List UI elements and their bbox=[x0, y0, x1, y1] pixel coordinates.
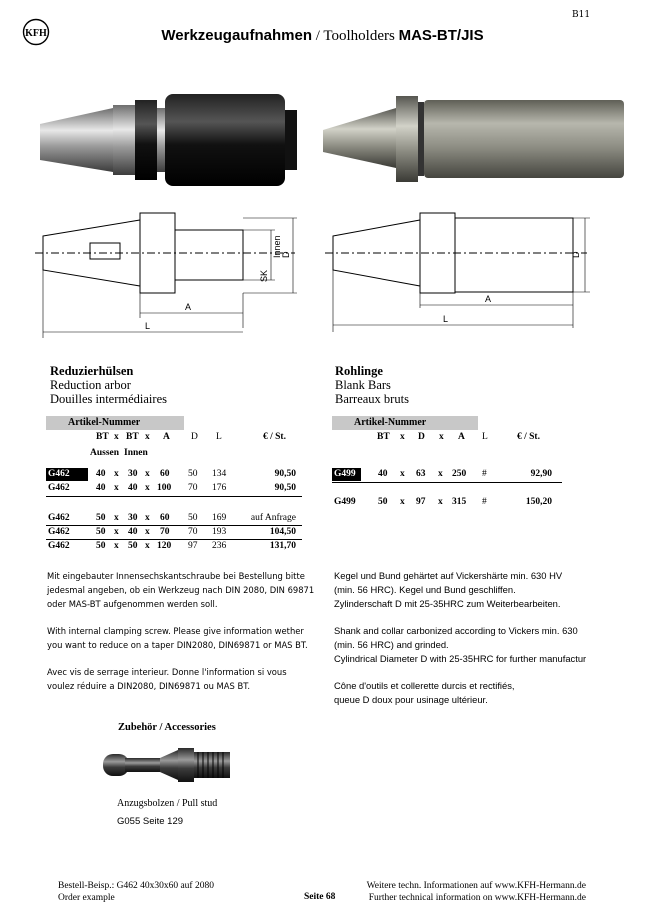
left-col-bt: BT bbox=[96, 432, 109, 442]
left-dim-l: L bbox=[145, 321, 151, 331]
right-desc-en-line: Cylindrical Diameter D with 25-35HRC for further manufactur bbox=[334, 653, 587, 664]
left-desc-fr-line: Avec vis de serrage interieur. Donne l'information si vous bbox=[47, 667, 287, 677]
row-d: 70 bbox=[188, 527, 198, 537]
right-desc-en-line: (min. 56 HRC) and grinded. bbox=[334, 639, 449, 650]
title-separator: / Toolholders bbox=[311, 28, 399, 44]
row-l: 176 bbox=[212, 483, 227, 493]
row-code: G499 bbox=[334, 497, 356, 507]
title-part-1: Werkzeugaufnahmen bbox=[161, 27, 312, 44]
right-desc-fr-line: Cône d'outils et collerette durcis et rectifiés, bbox=[334, 680, 515, 691]
left-sub-aussen: Aussen bbox=[90, 448, 120, 458]
row-bt: 40 bbox=[378, 469, 388, 479]
right-col-a: A bbox=[458, 432, 465, 442]
left-desc-fr-line: voulez réduire a DIN2080, DIN69871 ou MAS BT. bbox=[47, 681, 251, 691]
row-d: 97 bbox=[188, 541, 198, 551]
row-x1: x bbox=[114, 527, 119, 537]
row-x1: x bbox=[400, 469, 405, 479]
right-dim-l: L bbox=[443, 314, 449, 324]
row-code: G499 bbox=[332, 468, 361, 481]
row-l: 134 bbox=[212, 469, 227, 479]
row-l: 193 bbox=[212, 527, 227, 537]
row-divider bbox=[332, 482, 562, 483]
row-bt: 50 bbox=[96, 527, 106, 537]
right-dim-d: D bbox=[571, 251, 581, 258]
right-title-en: Blank Bars bbox=[335, 378, 391, 392]
accessory-caption: Anzugsbolzen / Pull stud bbox=[117, 798, 218, 809]
row-x1: x bbox=[114, 469, 119, 479]
left-desc-de-line: jedesmal angeben, ob ein Werkzeug nach DIN 2080, DIN 69871 bbox=[47, 585, 315, 595]
pull-stud-image bbox=[100, 742, 235, 788]
table-row bbox=[46, 526, 302, 539]
left-title-en: Reduction arbor bbox=[50, 378, 131, 392]
row-bt2: 30 bbox=[128, 513, 138, 523]
row-price: 90,50 bbox=[274, 483, 296, 493]
left-sub-innen: Innen bbox=[124, 448, 148, 458]
title-part-2: MAS-BT/JIS bbox=[398, 27, 484, 44]
table-row bbox=[46, 540, 302, 553]
row-price: 92,90 bbox=[530, 469, 552, 479]
left-title-fr: Douilles intermédiaires bbox=[50, 392, 167, 406]
row-x1: x bbox=[114, 513, 119, 523]
row-l: # bbox=[482, 469, 487, 479]
left-col-x2: x bbox=[145, 432, 150, 442]
left-description bbox=[47, 569, 314, 693]
page-code: B11 bbox=[572, 10, 591, 20]
row-a: 100 bbox=[157, 483, 172, 493]
row-x2: x bbox=[145, 483, 150, 493]
table-row bbox=[46, 512, 302, 525]
row-d: 50 bbox=[188, 513, 198, 523]
reduction-arbor-drawing bbox=[35, 208, 310, 348]
left-art-header: Artikel-Nummer bbox=[68, 417, 141, 428]
row-d: 63 bbox=[416, 469, 426, 479]
left-section-title bbox=[50, 364, 167, 406]
left-col-header-row bbox=[46, 431, 302, 444]
row-a: 250 bbox=[452, 469, 467, 479]
left-desc-de-line: Mit eingebauter Innensechskantschraube bei Bestellung bitte bbox=[47, 571, 305, 581]
row-price: 150,20 bbox=[525, 497, 552, 507]
row-d: 50 bbox=[188, 469, 198, 479]
row-x2: x bbox=[145, 469, 150, 479]
row-bt: 40 bbox=[96, 469, 106, 479]
right-col-l: L bbox=[482, 432, 488, 442]
row-x2: x bbox=[438, 469, 443, 479]
left-title-de: Reduzierhülsen bbox=[50, 364, 134, 378]
accessory-reference: G055 Seite 129 bbox=[117, 816, 184, 827]
row-l: 236 bbox=[212, 541, 227, 551]
row-code: G462 bbox=[48, 483, 70, 493]
accessories-title: Zubehör / Accessories bbox=[118, 722, 216, 733]
row-x2: x bbox=[438, 497, 443, 507]
right-art-header: Artikel-Nummer bbox=[354, 417, 427, 428]
left-col-a: A bbox=[163, 432, 170, 442]
row-code: G462 bbox=[46, 468, 88, 481]
right-section-title bbox=[335, 364, 409, 406]
footer-order-example bbox=[58, 880, 214, 904]
row-x1: x bbox=[400, 497, 405, 507]
row-bt: 50 bbox=[96, 513, 106, 523]
left-dim-innen: Innen bbox=[272, 235, 282, 258]
left-col-x1: x bbox=[114, 432, 119, 442]
row-divider bbox=[46, 496, 302, 497]
reduction-arbor-photo bbox=[35, 90, 305, 200]
right-description bbox=[334, 569, 586, 707]
footer-page-number: Seite 68 bbox=[304, 892, 336, 902]
right-desc-de-line: Zylinderschaft D mit 25-35HRC zum Weiterbearbeiten. bbox=[334, 598, 561, 609]
left-col-d: D bbox=[191, 432, 198, 442]
blank-bar-drawing bbox=[325, 208, 600, 348]
left-desc-en-line: you want to reduce on a taper DIN2080, DIN69871 or MAS BT. bbox=[47, 640, 308, 650]
right-col-price: € / St. bbox=[517, 432, 540, 442]
reduction-arbor-table bbox=[46, 416, 302, 556]
right-desc-fr-line: queue D doux pour usinage ultérieur. bbox=[334, 694, 488, 705]
left-col-price: € / St. bbox=[263, 432, 286, 442]
row-price: 131,70 bbox=[269, 541, 296, 551]
row-bt2: 50 bbox=[128, 541, 138, 551]
row-l: # bbox=[482, 497, 487, 507]
table-row bbox=[46, 482, 302, 495]
left-sub-header-row bbox=[46, 447, 302, 460]
row-l: 169 bbox=[212, 513, 227, 523]
table-row bbox=[332, 496, 562, 509]
row-code: G462 bbox=[48, 513, 70, 523]
right-title-de: Rohlinge bbox=[335, 364, 383, 378]
right-col-bt: BT bbox=[377, 432, 390, 442]
row-bt2: 40 bbox=[128, 483, 138, 493]
right-desc-de-line: Kegel und Bund gehärtet auf Vickershärte min. 630 HV bbox=[334, 570, 563, 581]
row-code: G462 bbox=[48, 527, 70, 537]
right-desc-en-line: Shank and collar carbonized according to Vickers min. 630 bbox=[334, 625, 578, 636]
right-col-x1: x bbox=[400, 432, 405, 442]
right-art-header-bg bbox=[332, 416, 478, 430]
right-desc-de-line: (min. 56 HRC). Kegel und Bund geschliffen. bbox=[334, 584, 516, 595]
footer-info bbox=[367, 880, 586, 904]
row-x2: x bbox=[145, 513, 150, 523]
row-bt: 50 bbox=[96, 541, 106, 551]
footer-example-en: Order example bbox=[58, 893, 115, 903]
row-d: 70 bbox=[188, 483, 198, 493]
svg-text:KFH: KFH bbox=[25, 28, 47, 39]
left-dim-d: D bbox=[281, 251, 291, 258]
row-bt2: 30 bbox=[128, 469, 138, 479]
footer-example-de: Bestell-Beisp.: G462 40x30x60 auf 2080 bbox=[58, 881, 214, 891]
right-dim-a: A bbox=[485, 294, 492, 304]
row-x1: x bbox=[114, 483, 119, 493]
right-col-header-row bbox=[332, 431, 562, 444]
row-bt: 40 bbox=[96, 483, 106, 493]
row-bt2: 40 bbox=[128, 527, 138, 537]
row-x2: x bbox=[145, 527, 150, 537]
footer-info-en: Further technical information on www.KFH-Hermann.de bbox=[368, 893, 586, 903]
row-a: 60 bbox=[160, 513, 170, 523]
left-desc-en-line: With internal clamping screw. Please give information wether bbox=[47, 626, 304, 636]
row-a: 70 bbox=[160, 527, 170, 537]
row-x2: x bbox=[145, 541, 150, 551]
row-a: 315 bbox=[452, 497, 467, 507]
left-desc-de-line: oder MAS-BT aufgenommen werden soll. bbox=[47, 599, 218, 609]
left-dim-sk: SK bbox=[259, 269, 269, 282]
blank-bar-photo bbox=[318, 90, 628, 200]
row-price: auf Anfrage bbox=[250, 513, 296, 523]
left-col-bt2: BT bbox=[126, 432, 139, 442]
footer-info-de: Weitere techn. Informationen auf www.KFH-Hermann.de bbox=[366, 881, 586, 891]
row-a: 60 bbox=[160, 469, 170, 479]
page-title bbox=[0, 26, 645, 45]
row-code: G462 bbox=[48, 541, 70, 551]
right-col-x2: x bbox=[439, 432, 444, 442]
row-d: 97 bbox=[416, 497, 426, 507]
table-row bbox=[332, 468, 562, 481]
row-price: 90,50 bbox=[274, 469, 296, 479]
row-x1: x bbox=[114, 541, 119, 551]
table-row bbox=[46, 468, 302, 481]
blank-bar-table bbox=[332, 416, 562, 516]
right-title-fr: Barreaux bruts bbox=[335, 392, 409, 406]
row-bt: 50 bbox=[378, 497, 388, 507]
right-col-d: D bbox=[418, 432, 425, 442]
left-col-l: L bbox=[216, 432, 222, 442]
left-dim-a: A bbox=[185, 302, 192, 312]
row-price: 104,50 bbox=[269, 527, 296, 537]
row-a: 120 bbox=[157, 541, 172, 551]
left-art-header-bg bbox=[46, 416, 184, 430]
